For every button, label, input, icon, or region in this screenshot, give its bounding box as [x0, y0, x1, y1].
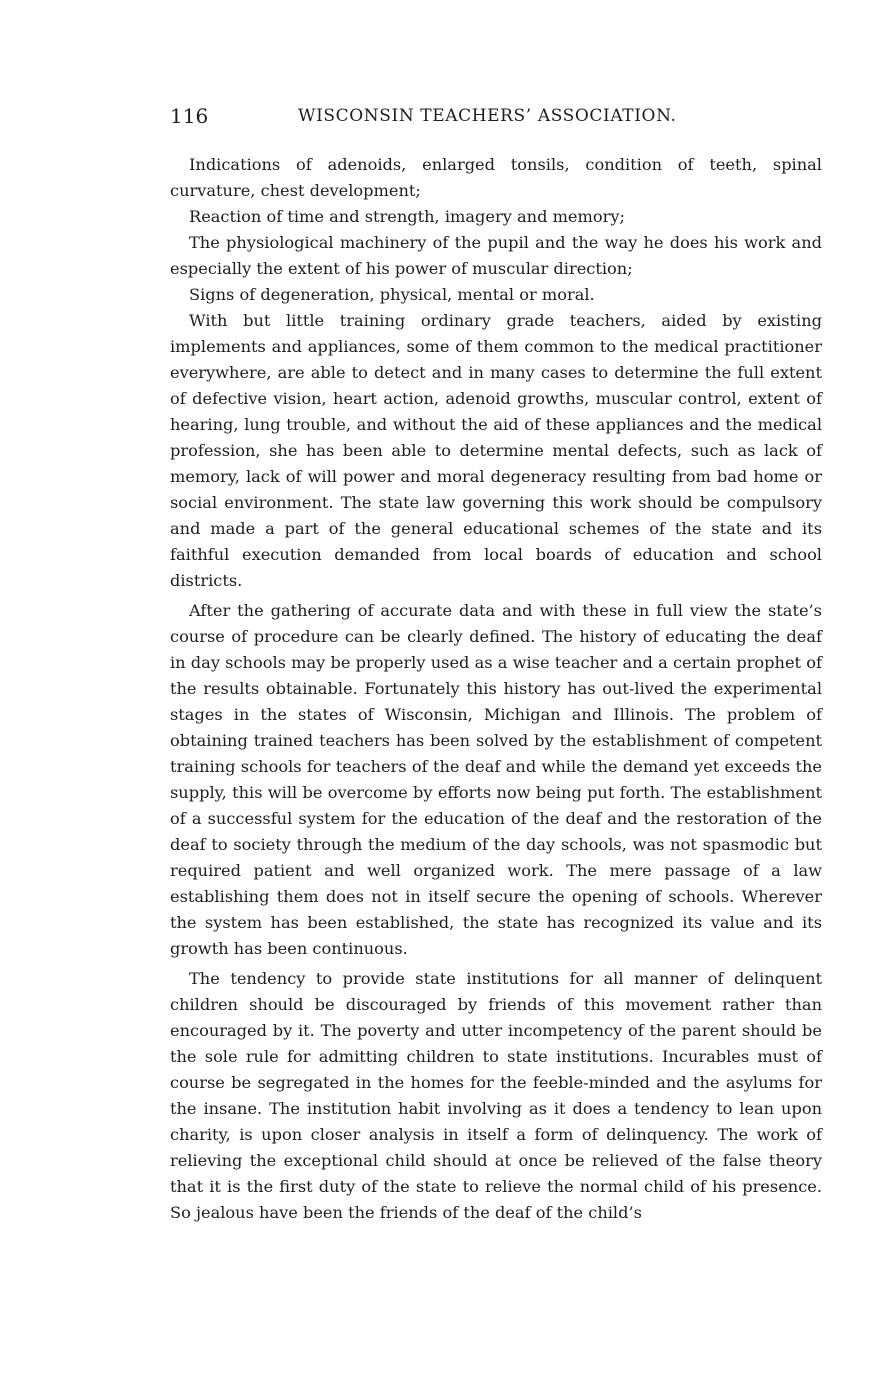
page-number: 116 — [170, 104, 209, 128]
body-text — [170, 152, 822, 1226]
page-header — [170, 104, 830, 134]
running-title: WISCONSIN TEACHERS’ ASSOCIATION. — [298, 106, 677, 126]
paragraph-list-item: Signs of degeneration, physical, mental or moral. — [189, 285, 595, 304]
paragraph: The tendency to provide state institutions for all manner of delinquent children should be discouraged by friends of this movement rather than encouraged by it. The poverty and utter incompetency of the parent should be the sole rule for admitting children to state institutions. Incurables must of course be segregated in the homes for the feeble-minded and the asylums for the insane. The institution habit involving as it does a tendency to lean upon charity, is upon closer analysis in itself a form of delinquency. The work of relieving the exceptional child should at once be relieved of the false theory that it is the first duty of the state to relieve the normal child of his presence. So jealous have been the friends of the deaf of the child’s — [170, 969, 822, 1222]
paragraph-list-item: Indications of adenoids, enlarged tonsils, condition of teeth, spinal curvature, chest development; — [170, 155, 822, 200]
paragraph: After the gathering of accurate data and with these in full view the state’s course of procedure can be clearly defined. The history of educating the deaf in day schools may be properly used as a wise teacher and a certain prophet of the results obtainable. Fortunately this history has out-lived the experimental stages in the states of Wisconsin, Michigan and Illinois. The problem of obtaining trained teachers has been solved by the establishment of competent training schools for teachers of the deaf and while the demand yet exceeds the supply, this will be overcome by efforts now being put forth. The establishment of a successful system for the education of the deaf and the restoration of the deaf to society through the medium of the day schools, was not spasmodic but required patient and well organized work. The mere passage of a law establishing them does not in itself secure the opening of schools. Wherever the system has been established, the state has recognized its value and its growth has been continuous. — [170, 601, 822, 958]
paragraph: With but little training ordinary grade teachers, aided by existing implements and appliances, some of them common to the medical practitioner everywhere, are able to detect and in many cases to determine the full extent of defective vision, heart action, adenoid growths, muscular control, extent of hearing, lung trouble, and without the aid of these appliances and the medical profession, she has been able to determine mental defects, such as lack of memory, lack of will power and moral degeneracy resulting from bad home or social environment. The state law governing this work should be compulsory and made a part of the general educational schemes of the state and its faithful execution demanded from local boards of education and school districts. — [170, 311, 822, 590]
paragraph-list-item: Reaction of time and strength, imagery and memory; — [189, 207, 625, 226]
paragraph-list-item: The physiological machinery of the pupil and the way he does his work and especially the extent of his power of muscular direction; — [170, 233, 822, 278]
